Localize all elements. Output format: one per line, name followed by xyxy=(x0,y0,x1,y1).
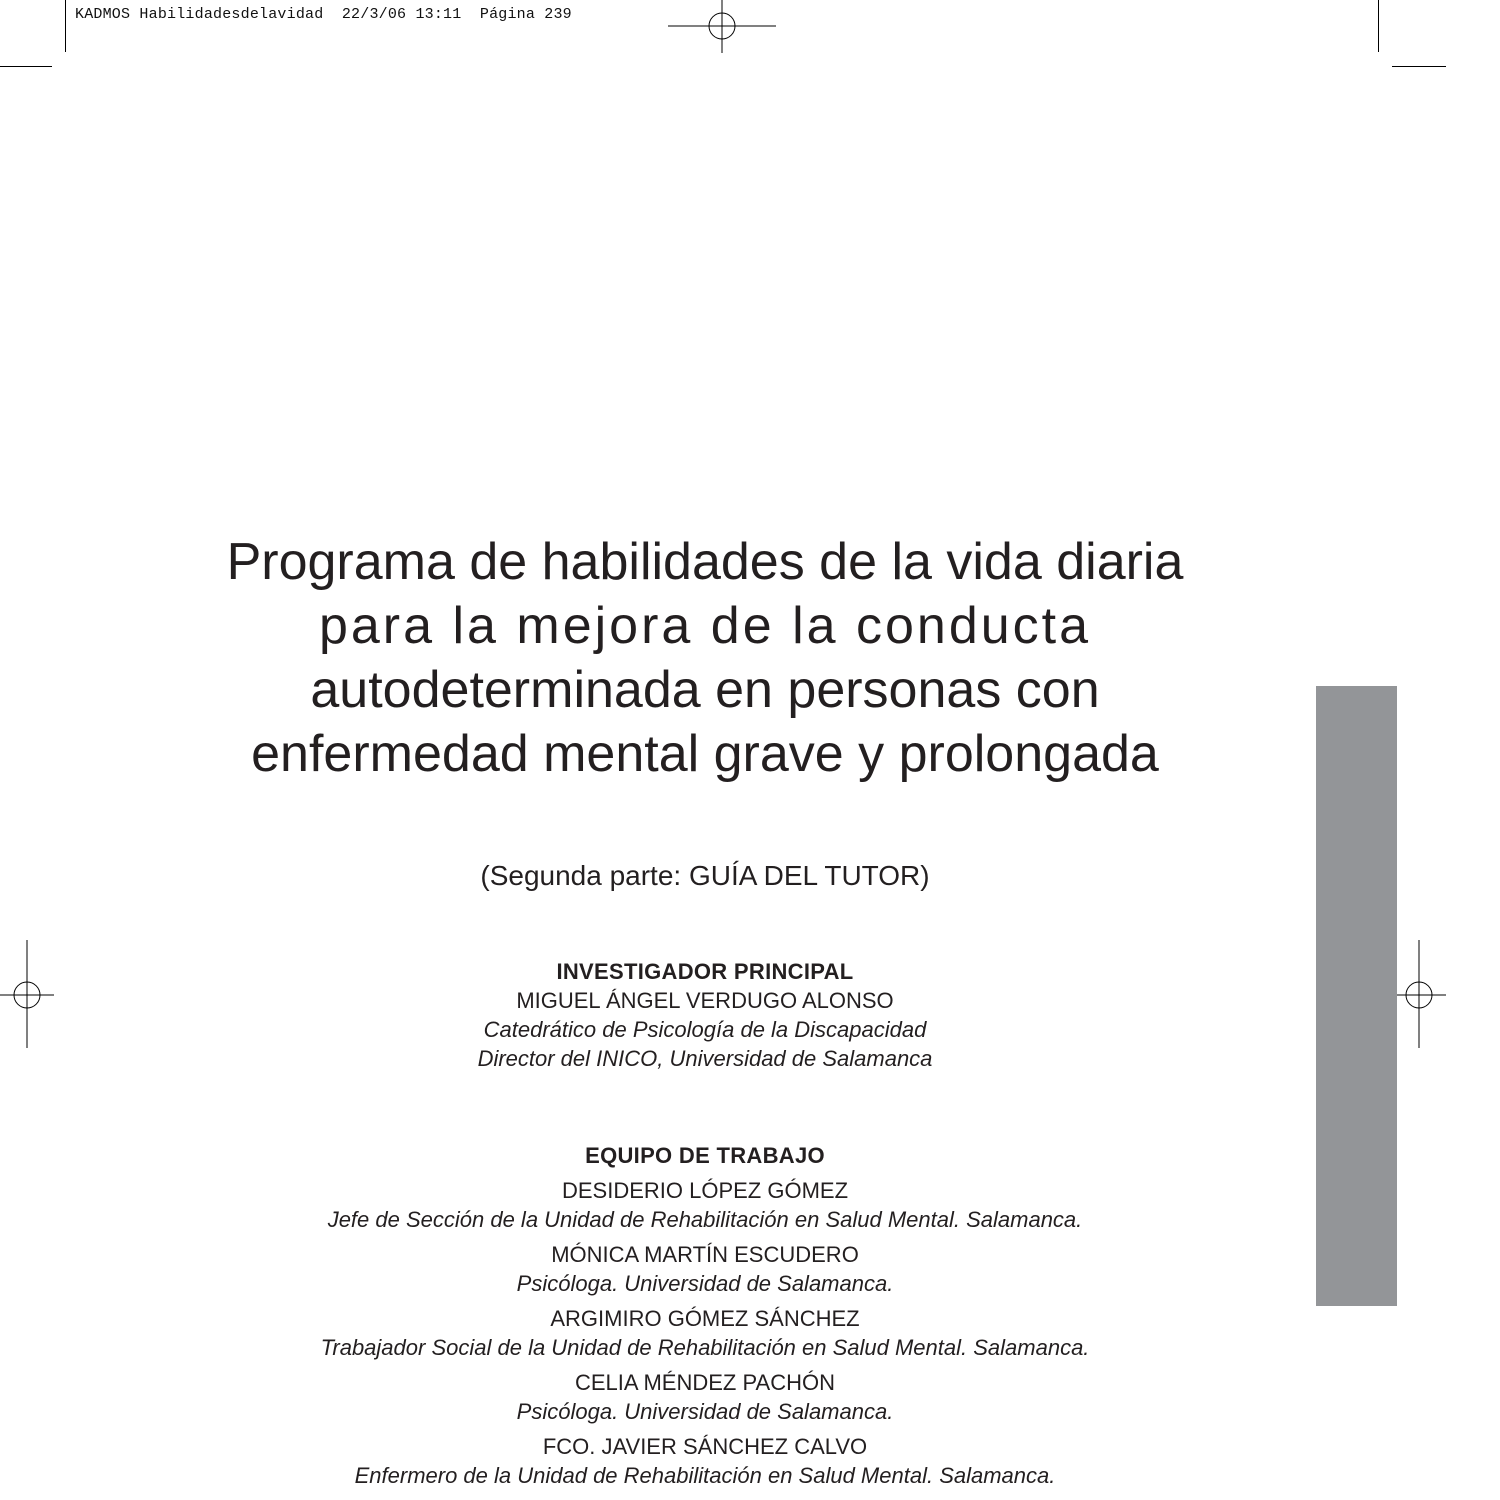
title-line: Programa de habilidades de la vida diaria xyxy=(226,533,1184,591)
document-subtitle: (Segunda parte: GUÍA DEL TUTOR) xyxy=(480,860,930,891)
chapter-tab xyxy=(1316,686,1397,1306)
document-title xyxy=(150,530,1260,786)
crop-mark-top-right-horizontal xyxy=(1392,66,1446,67)
team-member-name: MÓNICA MARTÍN ESCUDERO xyxy=(551,1242,859,1267)
investigator-role: Catedrático de Psicología de la Discapacidad xyxy=(483,1017,927,1042)
investigator-name: MIGUEL ÁNGEL VERDUGO ALONSO xyxy=(516,988,894,1013)
title-line: autodeterminada en personas con xyxy=(310,661,1100,719)
team-heading: EQUIPO DE TRABAJO xyxy=(585,1143,825,1168)
registration-mark-right-icon xyxy=(1392,940,1448,1050)
title-line: para la mejora de la conducta xyxy=(318,597,1092,655)
investigator-role: Director del INICO, Universidad de Salamanca xyxy=(477,1046,933,1071)
team-member xyxy=(150,1368,1260,1426)
team-member-name: DESIDERIO LÓPEZ GÓMEZ xyxy=(561,1178,849,1203)
team-member-role: Enfermero de la Unidad de Rehabilitación en Salud Mental. Salamanca. xyxy=(354,1463,1056,1488)
investigator-section xyxy=(150,957,1260,1073)
team-member-role: Psicóloga. Universidad de Salamanca. xyxy=(516,1399,894,1424)
crop-mark-top-right-vertical xyxy=(1378,0,1379,52)
title-line: enfermedad mental grave y prolongada xyxy=(251,725,1159,783)
team-member xyxy=(150,1240,1260,1298)
team-section xyxy=(150,1141,1260,1490)
team-member-role: Jefe de Sección de la Unidad de Rehabilitación en Salud Mental. Salamanca. xyxy=(327,1207,1083,1232)
team-member-name: ARGIMIRO GÓMEZ SÁNCHEZ xyxy=(550,1306,860,1331)
team-member-role: Trabajador Social de la Unidad de Rehabilitación en Salud Mental. Salamanca. xyxy=(320,1335,1090,1360)
team-member xyxy=(150,1432,1260,1490)
team-member-name: FCO. JAVIER SÁNCHEZ CALVO xyxy=(542,1434,868,1459)
team-member xyxy=(150,1176,1260,1234)
team-member xyxy=(150,1304,1260,1362)
crop-mark-top-left-vertical xyxy=(65,0,66,52)
crop-mark-top-left-horizontal xyxy=(0,66,52,67)
printer-slug: KADMOS Habilidadesdelavidad 22/3/06 13:11 Página 239 xyxy=(75,6,572,23)
team-member-name: CELIA MÉNDEZ PACHÓN xyxy=(575,1370,835,1395)
registration-mark-left-icon xyxy=(0,940,56,1050)
registration-mark-top-icon xyxy=(668,0,778,54)
investigator-heading: INVESTIGADOR PRINCIPAL xyxy=(556,959,854,984)
team-member-role: Psicóloga. Universidad de Salamanca. xyxy=(516,1271,894,1296)
